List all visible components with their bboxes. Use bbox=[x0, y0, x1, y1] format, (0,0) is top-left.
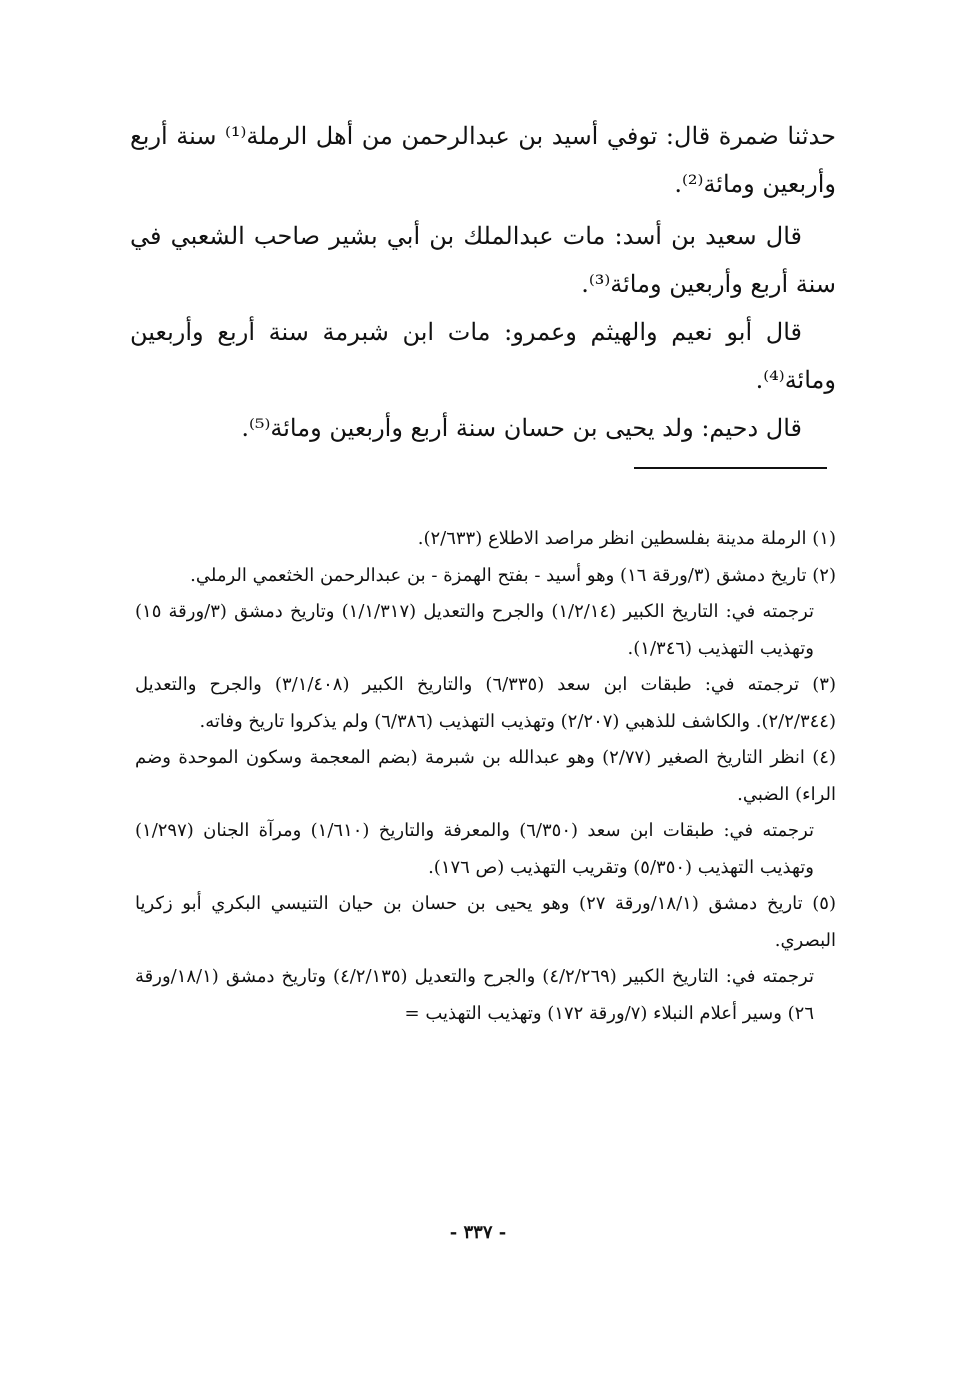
footnote-2: (٢) تاريخ دمشق (٣/ورقة ١٦) وهو أسيد - بفتح الهمزة - بن عبدالرحمن الخثعمي الرملي. bbox=[190, 564, 836, 586]
footnote-4-sources: ترجمته في: طبقات ابن سعد (٦/٣٥٠) والمعرفة والتاريخ (١/٦١٠) ومرآة الجنان (١/٢٩٧) وتهذيب التهذيب (٥/٣٥٠) وتقريب التهذيب (ص ١٧٦). bbox=[135, 820, 814, 878]
main-paragraph-4: قال دحيم: ولد يحيى بن حسان سنة أربع وأربعين ومائة⁽⁵⁾. bbox=[241, 414, 802, 442]
footnote-1: (١) الرملة مدينة بفلسطين انظر مراصد الاطلاع (٢/٦٣٣). bbox=[417, 528, 836, 549]
main-text-block bbox=[130, 112, 836, 452]
page-number: - ٣٣٧ - bbox=[449, 1222, 507, 1243]
main-paragraph-3: قال أبو نعيم والهيثم وعمرو: مات ابن شبرمة سنة أربع وأربعين ومائة⁽⁴⁾. bbox=[130, 318, 836, 394]
footnote-4: (٤) انظر التاريخ الصغير (٢/٧٧) وهو عبدالله بن شبرمة (بضم المعجمة وسكون الموحدة وضم الراء) الضبي. bbox=[135, 747, 836, 805]
main-paragraph-2: قال سعيد بن أسد: مات عبدالملك بن أبي بشير صاحب الشعبي في سنة أربع وأربعين ومائة⁽³⁾. bbox=[130, 222, 836, 298]
footnotes-block bbox=[135, 521, 836, 1032]
footnote-separator bbox=[634, 467, 827, 469]
footnote-2-sources: ترجمته في: التاريخ الكبير (١/٢/١٤) والجرح والتعديل (١/١/٣١٧) وتاريخ دمشق (٣/ورقة ١٥) وتهذيب التهذيب (١/٣٤٦). bbox=[135, 601, 814, 659]
footnote-5: (٥) تاريخ دمشق (١٨/١/ورقة ٢٧) وهو يحيى بن حسان بن حيان التنيسي البكري أبو زكريا البصري. bbox=[135, 893, 836, 951]
footnote-3: (٣) ترجمته في: طبقات ابن سعد (٦/٣٣٥) والتاريخ الكبير (٣/١/٤٠٨) والجرح والتعديل (٢/٢/٣٤٤). والكاشف للذهبي (٢/٢٠٧) وتهذيب التهذيب (٦/٣٨٦) ولم يذكروا تاريخ وفاته. bbox=[135, 674, 836, 732]
main-paragraph-1: حدثنا ضمرة قال: توفي أسيد بن عبدالرحمن من أهل الرملة⁽¹⁾ سنة أربع وأربعين ومائة⁽²⁾. bbox=[130, 122, 836, 198]
footnote-5-sources: ترجمته في: التاريخ الكبير (٤/٢/٢٦٩) والجرح والتعديل (٤/٢/١٣٥) وتاريخ دمشق (١٨/١/ورقة ٢٦) وسير أعلام النبلاء (٧/ورقة ١٧٢) وتهذيب التهذيب = bbox=[135, 966, 814, 1024]
